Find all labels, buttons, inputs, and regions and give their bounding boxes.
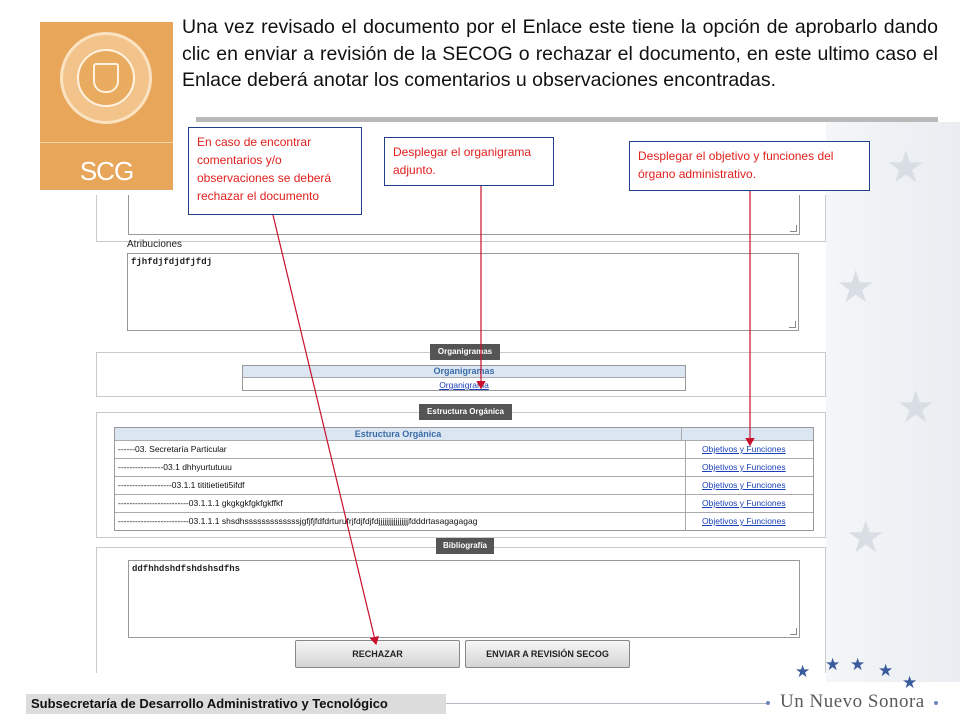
logo-text: SCG — [79, 156, 134, 186]
enviar-revision-secog-button[interactable]: ENVIAR A REVISIÓN SECOG — [465, 640, 630, 668]
objetivos-funciones-link[interactable]: Objetivos y Funciones — [685, 513, 815, 530]
organigrama-link[interactable]: Organigrama — [439, 380, 489, 390]
callout-reject: En caso de encontrar comentarios y/o observaciones se deberá rechazar el documento — [188, 127, 362, 215]
organigramas-section-tag: Organigramas — [430, 344, 500, 360]
bibliografia-section-tag: Bibliografía — [436, 538, 494, 554]
estructura-section-tag: Estructura Orgánica — [419, 404, 512, 420]
unit-name: -------------------03.1.1 tititietieti5ifdf — [118, 480, 245, 490]
atribuciones-label: Atribuciones — [127, 239, 183, 250]
footer-label: Subsecretaría de Desarrollo Administrativo y Tecnológico — [26, 694, 446, 714]
objetivos-funciones-link[interactable]: Objetivos y Funciones — [685, 459, 815, 476]
atribuciones-value: fjhfdjfdjdfjfdj — [131, 257, 213, 267]
estructura-table-header: Estructura Orgánica — [115, 428, 681, 441]
star-icon: ★ — [836, 263, 876, 312]
rechazar-button[interactable]: RECHAZAR — [295, 640, 460, 668]
intro-paragraph: Una vez revisado el documento por el Enlace este tiene la opción de aprobarlo dando clic en enviar a revisión de la SECOG o rechazar el documento, en este ultimo caso el Enlace deberá anotar los comentarios u observaciones encontradas. — [182, 16, 938, 91]
unit-name: -------------------------03.1.1.1 shsdhsssssssssssssjgfjfjfdfdrturufrjfdjfdjfdjjjjjjjjjjjjjjjjfdddrtasagagagag — [118, 516, 478, 526]
star-icon: ★ — [896, 383, 936, 432]
arrow-to-rechazar — [273, 215, 376, 644]
unit-name: ----------------03.1 dhhyurtutuuu — [118, 462, 232, 472]
star-icon: ★ — [886, 143, 926, 192]
organigramas-table-header: Organigramas — [243, 366, 685, 378]
star-icon: ★ — [825, 655, 841, 674]
star-icon: ★ — [878, 661, 894, 680]
unit-name: -------------------------03.1.1.1 gkgkgkfgkfgkffkf — [118, 498, 283, 508]
callout-objectives: Desplegar el objetivo y funciones del órgano administrativo. — [629, 141, 870, 191]
footer-brand: Un Nuevo Sonora — [780, 691, 925, 712]
callout-organigram: Desplegar el organigrama adjunto. — [384, 137, 554, 186]
star-icon: ★ — [850, 655, 866, 674]
bibliografia-value: ddfhhdshdfshdshsdfhs — [132, 564, 241, 574]
unit-name: ------03. Secretaría Particular — [118, 444, 227, 454]
star-icon: ★ — [795, 662, 811, 681]
star-icon: ★ — [902, 673, 918, 692]
objetivos-funciones-link[interactable]: Objetivos y Funciones — [685, 441, 815, 458]
objetivos-funciones-link[interactable]: Objetivos y Funciones — [685, 477, 815, 494]
objetivos-funciones-link[interactable]: Objetivos y Funciones — [685, 495, 815, 512]
star-icon: ★ — [846, 513, 886, 562]
